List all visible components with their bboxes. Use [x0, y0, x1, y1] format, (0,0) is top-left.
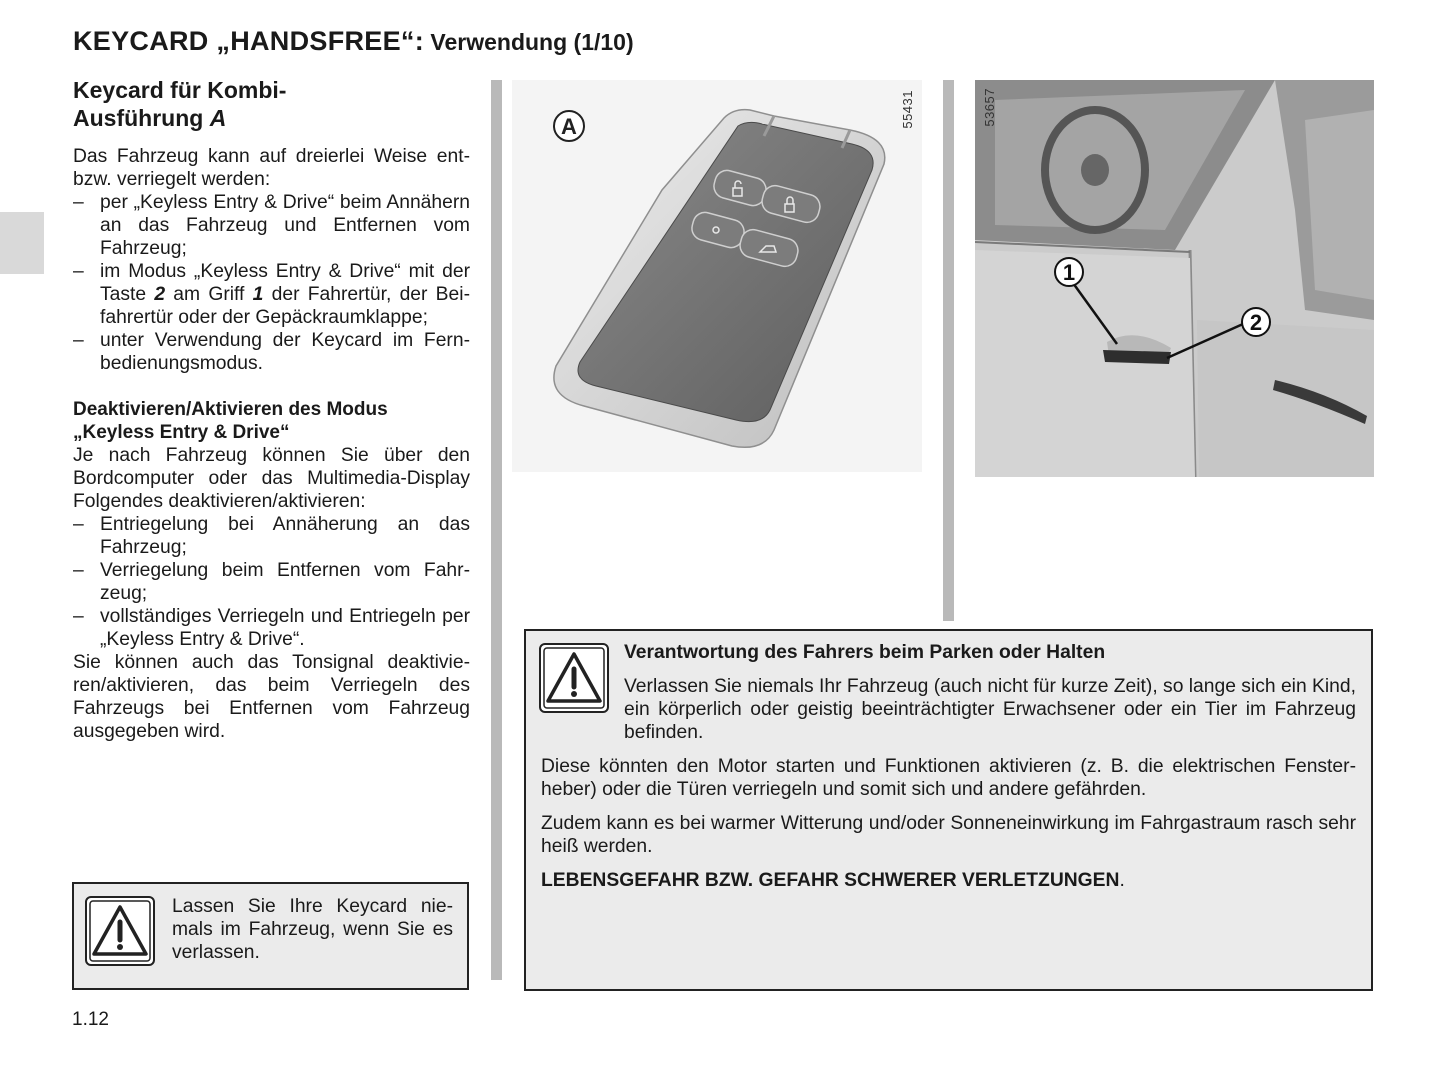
list-dash: –	[73, 192, 84, 213]
subheading	[73, 398, 470, 444]
list-item	[73, 329, 470, 375]
unlock-methods-list	[73, 191, 470, 375]
section-tab-marker	[0, 212, 44, 274]
list-dash: –	[73, 606, 84, 627]
list-dash: –	[73, 330, 84, 351]
door-handle-photo	[975, 80, 1374, 477]
list-dash: –	[73, 514, 84, 535]
list-item-text: Verriegelung beim Entfernen vom Fahrzeug;	[100, 560, 470, 604]
list-item-text: vollständiges Verriegeln und Entriegeln per „Keyless Entry & Drive“.	[100, 606, 470, 650]
list-item	[73, 191, 470, 260]
keycard-drawing	[512, 80, 922, 472]
section-heading-letter: A	[209, 105, 227, 131]
page-title	[73, 26, 634, 57]
list-item-text: Entriegelung bei Annäherung an das Fahrzeug;	[100, 514, 470, 558]
warning-paragraph: Diese könnten den Motor starten und Funktionen aktivieren (z. B. die elektrischen Fensterheber) oder die Türen verriegeln und somit sich und andere gefährden.	[541, 756, 1356, 800]
intro-paragraph: Das Fahrzeug kann auf dreierlei Weise entbzw. verriegelt werden:	[73, 146, 470, 190]
keycard-illustration	[512, 80, 922, 472]
list-item	[73, 605, 470, 651]
list-item	[73, 559, 470, 605]
list-item-text: im Modus „Keyless Entry & Drive“ mit der Taste	[100, 261, 470, 305]
list-dash: –	[73, 261, 84, 282]
parking-warning-content	[541, 641, 1356, 903]
left-column	[73, 76, 470, 743]
list-item-text: am Griff	[165, 284, 253, 305]
page-title-sub: Verwendung (1/10)	[424, 29, 634, 55]
column-separator-left	[491, 80, 502, 980]
card-figure-number: 55431	[900, 90, 915, 129]
list-item-text: per „Keyless Entry & Drive“ beim Annähern an das Fahrzeug und Entfernen vom Fahrzeug;	[100, 192, 470, 259]
warning-paragraph: Verlassen Sie niemals Ihr Fahrzeug (auch nicht für kurze Zeit), so lange sich ein Kind, ein körperlich oder geistig beeinträchtigter Erwachsener oder ein Tier im Fahrzeug befinden.	[624, 676, 1356, 743]
warning-title: Verantwortung des Fahrers beim Parken oder Halten	[624, 642, 1106, 663]
subheading-line1: Deaktivieren/Aktivieren des Modus	[73, 399, 388, 420]
subheading-line2: „Keyless Entry & Drive“	[73, 422, 290, 443]
section-heading	[73, 76, 470, 132]
column-separator-middle	[943, 80, 954, 621]
warning-danger-dot: .	[1119, 870, 1125, 891]
settings-paragraph: Je nach Fahrzeug können Sie über den Bordcomputer oder das Multimedia-Display Folgendes deaktivieren/aktivieren:	[73, 445, 470, 512]
section-heading-line2	[73, 104, 470, 132]
list-dash: –	[73, 560, 84, 581]
warning-paragraph: Zudem kann es bei warmer Witterung und/oder Sonneneinwirkung im Fahrgastraum rasch sehr heiß werden.	[541, 813, 1356, 857]
callout-2: 2	[1249, 310, 1263, 335]
list-item-text: der Fahrertür, der Beifahrertür oder der Gepäckraumklappe;	[100, 284, 470, 328]
section-heading-text: Ausführung	[73, 105, 210, 131]
button-reference: 2	[154, 284, 166, 305]
page-title-main: KEYCARD „HANDSFREE“:	[73, 26, 425, 56]
warning-danger-text: LEBENSGEFAHR BZW. GEFAHR SCHWERER VERLETZUNGEN	[541, 870, 1120, 891]
list-item	[73, 260, 470, 329]
section-heading-line1: Keycard für Kombi-	[73, 77, 287, 103]
callout-1: 1	[1062, 260, 1076, 285]
door-figure-number: 53657	[982, 88, 997, 127]
keycard-warning-text: Lassen Sie Ihre Keycard niemals im Fahrzeug, wenn Sie es verlassen.	[172, 896, 453, 963]
handle-reference: 1	[252, 284, 264, 305]
list-item-text: unter Verwendung der Keycard im Fernbedienungsmodus.	[100, 330, 470, 374]
warning-triangle-icon	[85, 896, 155, 966]
list-item	[73, 513, 470, 559]
door-handle-drawing	[975, 80, 1374, 477]
sound-signal-paragraph: Sie können auch das Tonsignal deaktivieren/aktivieren, das beim Verriegeln des Fahrzeugs bei Entfernen vom Fahrzeug ausgegeben wird.	[73, 652, 470, 742]
figure-label-a: A	[561, 114, 577, 139]
page-number: 1.12	[72, 1009, 109, 1030]
warning-conclusion	[541, 869, 1356, 892]
settings-list	[73, 513, 470, 651]
